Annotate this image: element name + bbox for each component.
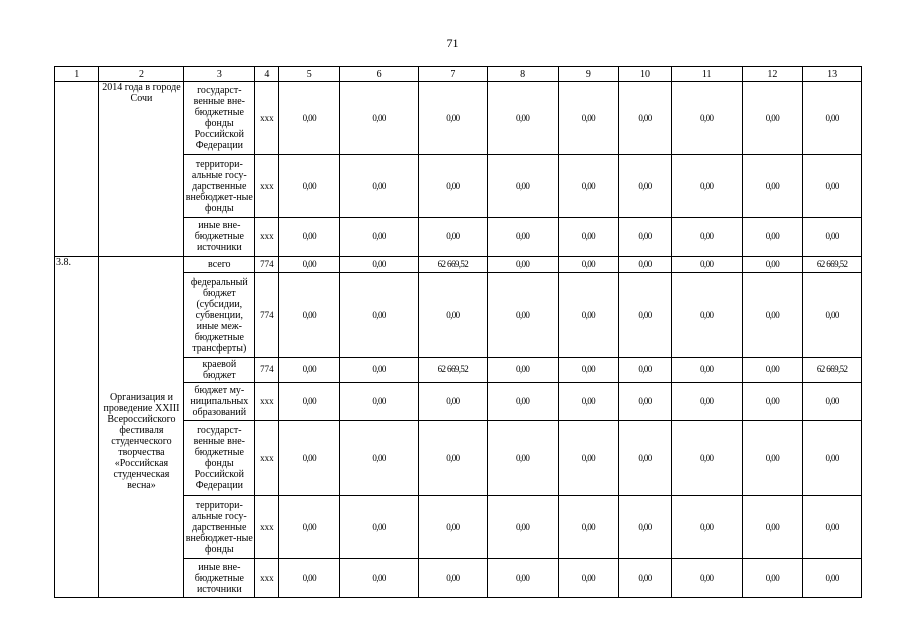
amount-cell: 62 669,52 — [419, 358, 488, 382]
amount-cell: 62 669,52 — [803, 358, 862, 382]
budget-code: 774 — [255, 256, 279, 272]
amount-cell: 0,00 — [487, 358, 558, 382]
amount-cell: 0,00 — [487, 218, 558, 257]
column-header: 2 — [99, 67, 184, 82]
amount-cell: 0,00 — [419, 496, 488, 559]
amount-cell: 0,00 — [487, 421, 558, 496]
item-description: Организация и проведение XXIII Всероссийского фестиваля студенческого творчества «Российская студенческая весна» — [99, 256, 184, 597]
amount-cell: 0,00 — [671, 382, 742, 421]
column-header: 11 — [671, 67, 742, 82]
amount-cell: 0,00 — [803, 218, 862, 257]
amount-cell: 0,00 — [419, 272, 488, 357]
amount-cell: 0,00 — [671, 559, 742, 598]
amount-cell: 0,00 — [742, 382, 803, 421]
amount-cell: 0,00 — [803, 155, 862, 218]
amount-cell: 0,00 — [742, 559, 803, 598]
column-header: 13 — [803, 67, 862, 82]
amount-cell: 0,00 — [558, 496, 619, 559]
column-header: 6 — [340, 67, 419, 82]
funding-source: федеральный бюджет (субсидии, субвенции, иные меж-бюджетные трансферты) — [184, 272, 255, 357]
amount-cell: 0,00 — [419, 82, 488, 155]
amount-cell: 0,00 — [279, 559, 340, 598]
funding-source: государст-венные вне-бюджетные фонды Российской Федерации — [184, 421, 255, 496]
funding-source: государст-венные вне-бюджетные фонды Российской Федерации — [184, 82, 255, 155]
table-row — [55, 82, 862, 155]
amount-cell: 0,00 — [619, 82, 672, 155]
budget-code: 774 — [255, 272, 279, 357]
amount-cell: 0,00 — [279, 256, 340, 272]
amount-cell: 0,00 — [340, 272, 419, 357]
amount-cell: 0,00 — [742, 82, 803, 155]
budget-code: ххх — [255, 155, 279, 218]
amount-cell: 0,00 — [742, 256, 803, 272]
budget-code: ххх — [255, 421, 279, 496]
amount-cell: 0,00 — [671, 421, 742, 496]
amount-cell: 0,00 — [340, 218, 419, 257]
amount-cell: 0,00 — [803, 559, 862, 598]
amount-cell: 0,00 — [487, 155, 558, 218]
amount-cell: 62 669,52 — [419, 256, 488, 272]
funding-source: иные вне-бюджетные источники — [184, 218, 255, 257]
table-row — [55, 256, 862, 272]
amount-cell: 0,00 — [340, 559, 419, 598]
amount-cell: 0,00 — [340, 155, 419, 218]
funding-source: территори-альные госу-дарственные внебюджет-ные фонды — [184, 155, 255, 218]
amount-cell: 0,00 — [742, 358, 803, 382]
amount-cell: 0,00 — [279, 382, 340, 421]
budget-code: ххх — [255, 496, 279, 559]
funding-source: иные вне-бюджетные источники — [184, 559, 255, 598]
budget-code: 774 — [255, 358, 279, 382]
amount-cell: 0,00 — [419, 218, 488, 257]
amount-cell: 0,00 — [671, 218, 742, 257]
column-header: 3 — [184, 67, 255, 82]
funding-source: краевой бюджет — [184, 358, 255, 382]
amount-cell: 0,00 — [671, 155, 742, 218]
budget-table — [54, 66, 862, 598]
amount-cell: 0,00 — [742, 496, 803, 559]
amount-cell: 0,00 — [671, 82, 742, 155]
column-header: 1 — [55, 67, 99, 82]
amount-cell: 0,00 — [487, 272, 558, 357]
amount-cell: 0,00 — [279, 155, 340, 218]
amount-cell: 0,00 — [558, 155, 619, 218]
amount-cell: 0,00 — [279, 82, 340, 155]
header-row — [55, 67, 862, 82]
amount-cell: 62 669,52 — [803, 256, 862, 272]
budget-code: ххх — [255, 218, 279, 257]
amount-cell: 0,00 — [619, 358, 672, 382]
budget-code: ххх — [255, 82, 279, 155]
amount-cell: 0,00 — [558, 218, 619, 257]
amount-cell: 0,00 — [619, 382, 672, 421]
amount-cell: 0,00 — [487, 82, 558, 155]
amount-cell: 0,00 — [279, 358, 340, 382]
amount-cell: 0,00 — [619, 496, 672, 559]
column-header: 5 — [279, 67, 340, 82]
amount-cell: 0,00 — [487, 382, 558, 421]
amount-cell: 0,00 — [742, 272, 803, 357]
amount-cell: 0,00 — [487, 256, 558, 272]
amount-cell: 0,00 — [279, 218, 340, 257]
amount-cell: 0,00 — [558, 272, 619, 357]
column-header: 4 — [255, 67, 279, 82]
amount-cell: 0,00 — [558, 358, 619, 382]
amount-cell: 0,00 — [419, 382, 488, 421]
amount-cell: 0,00 — [671, 358, 742, 382]
amount-cell: 0,00 — [279, 272, 340, 357]
page-number: 71 — [446, 36, 459, 50]
amount-cell: 0,00 — [419, 155, 488, 218]
amount-cell: 0,00 — [419, 559, 488, 598]
column-header: 7 — [419, 67, 488, 82]
amount-cell: 0,00 — [803, 382, 862, 421]
amount-cell: 0,00 — [671, 496, 742, 559]
amount-cell: 0,00 — [419, 421, 488, 496]
amount-cell: 0,00 — [558, 559, 619, 598]
amount-cell: 0,00 — [340, 382, 419, 421]
amount-cell: 0,00 — [487, 496, 558, 559]
column-header: 9 — [558, 67, 619, 82]
amount-cell: 0,00 — [558, 82, 619, 155]
amount-cell: 0,00 — [340, 496, 419, 559]
amount-cell: 0,00 — [803, 421, 862, 496]
budget-code: ххх — [255, 382, 279, 421]
column-header: 12 — [742, 67, 803, 82]
amount-cell: 0,00 — [803, 272, 862, 357]
amount-cell: 0,00 — [803, 496, 862, 559]
funding-source: территори-альные госу-дарственные внебюджет-ные фонды — [184, 496, 255, 559]
amount-cell: 0,00 — [558, 421, 619, 496]
amount-cell: 0,00 — [619, 218, 672, 257]
amount-cell: 0,00 — [340, 256, 419, 272]
amount-cell: 0,00 — [487, 559, 558, 598]
amount-cell: 0,00 — [279, 421, 340, 496]
amount-cell: 0,00 — [742, 421, 803, 496]
amount-cell: 0,00 — [279, 496, 340, 559]
amount-cell: 0,00 — [619, 559, 672, 598]
item-description: 2014 года в городе Сочи — [99, 82, 184, 257]
amount-cell: 0,00 — [340, 421, 419, 496]
amount-cell: 0,00 — [340, 358, 419, 382]
budget-code: ххх — [255, 559, 279, 598]
amount-cell: 0,00 — [619, 421, 672, 496]
amount-cell: 0,00 — [619, 256, 672, 272]
amount-cell: 0,00 — [558, 382, 619, 421]
funding-source: всего — [184, 256, 255, 272]
item-index: 3.8. — [55, 256, 99, 597]
amount-cell: 0,00 — [619, 155, 672, 218]
amount-cell: 0,00 — [671, 256, 742, 272]
amount-cell: 0,00 — [340, 82, 419, 155]
funding-source: бюджет му-ниципальных образований — [184, 382, 255, 421]
amount-cell: 0,00 — [619, 272, 672, 357]
amount-cell: 0,00 — [742, 155, 803, 218]
amount-cell: 0,00 — [742, 218, 803, 257]
item-index — [55, 82, 99, 257]
amount-cell: 0,00 — [671, 272, 742, 357]
column-header: 8 — [487, 67, 558, 82]
amount-cell: 0,00 — [558, 256, 619, 272]
column-header: 10 — [619, 67, 672, 82]
amount-cell: 0,00 — [803, 82, 862, 155]
